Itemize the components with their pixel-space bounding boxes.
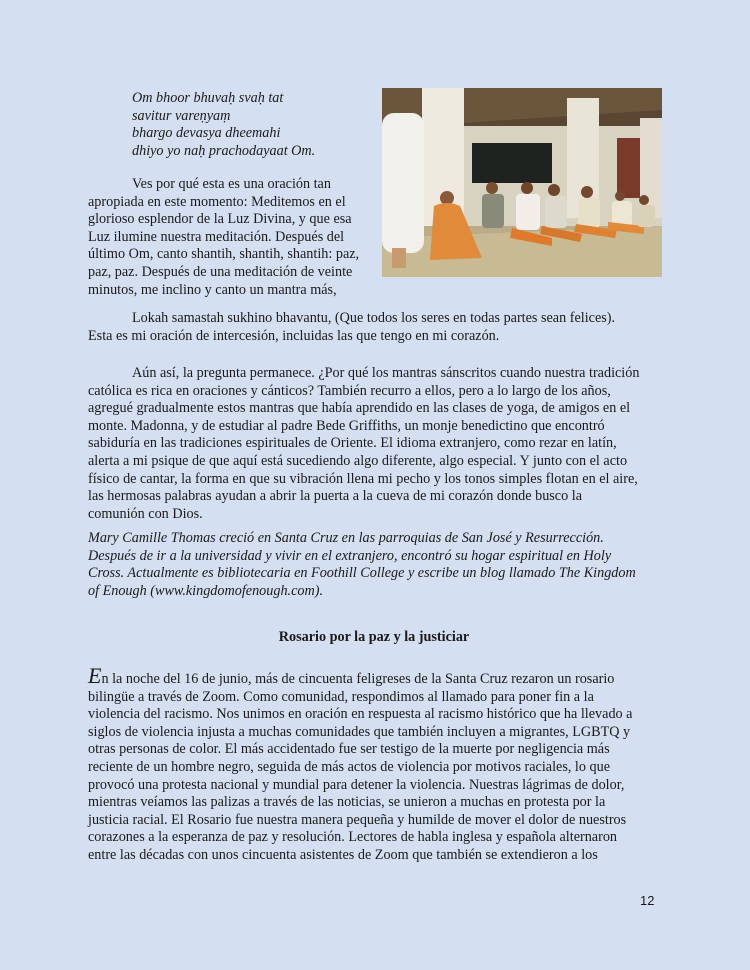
- first-line-text: n la noche del 16 de junio, más de cincuenta feligreses de la Santa Cruz rezaron un rosario: [101, 671, 615, 687]
- text-line: las hermosas palabras ayudan a abrir la puerta a la cueva de mi corazón donde busco la: [88, 488, 582, 505]
- text-line: reciente de un hombre negro, seguida de más actos de violencia por motivos raciales, lo que: [88, 758, 611, 775]
- text-line: Lokah samastah sukhino bhavantu, (Que todos los seres en todas partes sean felices).: [132, 310, 616, 326]
- mantra-line: dhiyo yo naḥ prachodayaat Om.: [132, 142, 316, 159]
- text-line: último Om, canto shantih, shantih, shantih: paz,: [88, 246, 360, 263]
- text-line: apropiada en este momento: Meditemos en el: [88, 193, 346, 210]
- text-line: Ves por qué esta es una oración tan: [132, 176, 331, 192]
- page-number: 12: [640, 893, 655, 908]
- text-line: Cross. Actualmente es bibliotecaria en Foothill College y escribe un blog llamado The Kingdom: [88, 565, 636, 582]
- aun-paragraph: [88, 365, 668, 523]
- text-line: comunión con Dios.: [88, 505, 203, 522]
- text-line: Después de ir a la universidad y vivir en el extranjero, encontró su hogar espiritual en Holy: [88, 547, 612, 564]
- meditation-group-photo: [382, 88, 662, 277]
- mantra-verse: [132, 90, 372, 160]
- mantra-line: Om bhoor bhuvaḥ svaḥ tat: [132, 90, 284, 106]
- text-line: entre las décadas con unos cincuenta asistentes de Zoom que también se extendieron a los: [88, 846, 598, 863]
- text-line: Esta es mi oración de intercesión, incluidas las que tengo en mi corazón.: [88, 327, 500, 344]
- text-line: violencia del racismo. Nos unimos en oración en respuesta al racismo histórico que ha llevado a: [88, 706, 633, 723]
- mantra-line: savitur vareṇyaṃ: [132, 107, 231, 124]
- text-line: provocó una protesta nacional y mundial para detener la violencia. Nuestras lágrimas de dolor,: [88, 776, 625, 793]
- section-title: Rosario por la paz y la justiciar: [278, 629, 470, 645]
- text-line: agregué gradualmente estos mantras que había aprendido en las clases de yoga, de amigos en el: [88, 400, 631, 417]
- column-paragraph: [88, 176, 378, 299]
- text-line: paz, paz. Después de una meditación de veinte: [88, 263, 353, 280]
- author-bio: [88, 530, 668, 600]
- text-line: alerta a mi psique de que aquí está sucediendo algo diferente, algo especial. Y junto con el acto: [88, 452, 628, 469]
- text-line: Aún así, la pregunta permanece. ¿Por qué los mantras sánscritos cuando nuestra tradición: [132, 365, 640, 381]
- text-line: católica es rica en oraciones y cánticos? También recurro a ellos, pero a lo largo de los años,: [88, 382, 611, 399]
- text-line: sabiduría en las tradiciones espirituales de Oriente. El idioma extranjero, como rezar en latín,: [88, 435, 617, 452]
- mantra-line: bhargo devasya dheemahi: [132, 125, 281, 142]
- rosario-paragraph: [88, 663, 668, 865]
- text-line: Luz ilumine nuestra meditación. Después del: [88, 228, 345, 245]
- text-line: Mary Camille Thomas creció en Santa Cruz en las parroquias de San José y Resurrección.: [88, 530, 604, 546]
- text-line: of Enough (www.kingdomofenough.com).: [88, 582, 323, 599]
- text-line: corazones a la esperanza de paz y resolución. Lectores de habla inglesa y española alternaron: [88, 829, 618, 846]
- lokah-paragraph: [88, 310, 668, 345]
- text-line: justicia racial. El Rosario fue nuestra manera pequeña y humilde de mover el dolor de nuestros: [88, 811, 627, 828]
- text-line: físico de cantar, la forma en que su vibración llena mi pecho y los tonos simples flotan en el aire,: [88, 470, 638, 487]
- text-line: bilingüe a través de Zoom. Como comunidad, respondimos al llamado para poner fin a la: [88, 688, 594, 705]
- text-line: mientras veíamos las palizas a través de las noticias, se unieron a muchas en protesta por la: [88, 794, 606, 811]
- drop-cap: E: [88, 663, 102, 688]
- text-line: minutos, me inclino y canto un mantra más,: [88, 281, 337, 298]
- text-line: monte. Madonna, y de estudiar al padre Bede Griffiths, un monje benedictino que encontró: [88, 417, 605, 434]
- text-line: glorioso esplendor de la Luz Divina, y que esa: [88, 211, 352, 228]
- text-line: otras personas de color. El más accidentado fue ser testigo de la muerte por negligencia más: [88, 741, 610, 758]
- text-line: siglos de violencia injusta a muchas comunidades que también incluyen a migrantes, LGBTQ y: [88, 723, 631, 740]
- text-line: [88, 663, 668, 689]
